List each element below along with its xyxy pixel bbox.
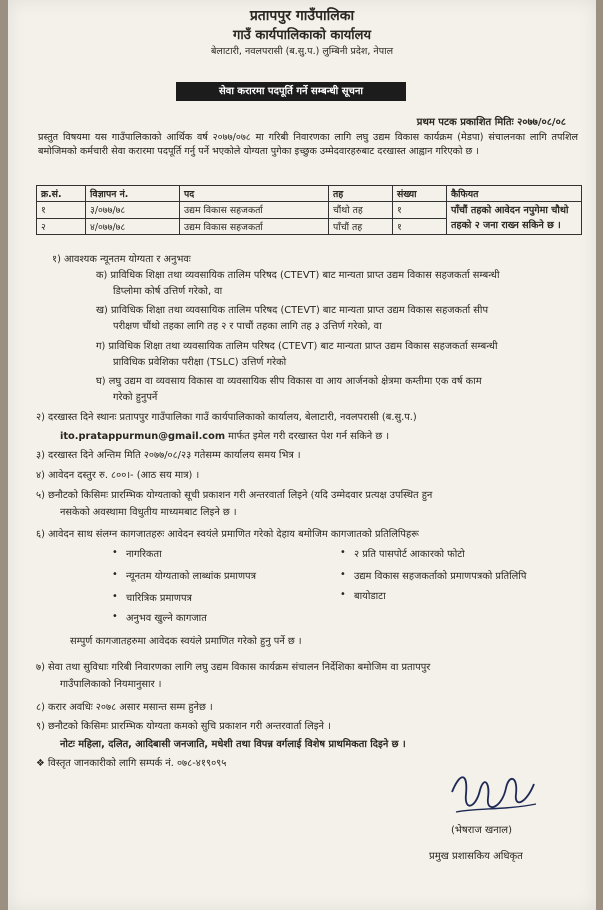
office-address: बेलाटारी, नवलपरासी (ब.सु.प.) लुम्बिनी प्रदेश, नेपाल [210,46,394,57]
table-header-row [37,186,582,202]
section-5: ५) छनौटको किसिमः प्रारम्भिक योग्यताको सूची प्रकाशन गरी अन्तरवार्ता लिइने (यदि उम्मेदवार प्रत्यक्ष उपस्थित हुन [36,490,433,501]
section-2: २) दरखास्त दिने स्थानः प्रतापपुर गाउँपालिका गाउँ कार्यपालिकाको कार्यालय, बेलाटारी, नवलपरासी (ब.सु.प.) [36,412,417,423]
col-level: तह [329,186,393,202]
notice-page [8,0,596,910]
cell-post: उद्यम विकास सहजकर्ता [180,218,329,235]
vacancy-table [36,185,582,235]
col-remark: कैफियत [447,186,582,202]
cell-post: उद्यम विकास सहजकर्ता [180,202,329,219]
cell-sn: १ [37,202,86,219]
qualification-a: क) प्राविधिक शिक्षा तथा व्यवसायिक तालिम परिषद (CTEVT) बाट मान्यता प्राप्त उद्यम विकास सहजकर्ता सम्बन्धी [96,270,500,281]
col-post: पद [180,186,329,202]
section-3: ३) दरखास्त दिने अन्तिम मिति २०७७/०८/२३ गतेसम्म कार्यालय समय भित्र । [36,450,301,461]
cell-remark: पाँचौं तहको आवेदन नपुगेमा चौथो तहको २ जना राख्न सकिने छ । [447,202,582,235]
qualification-c-cont: प्राविधिक प्रवेशिका परीक्षा (TSLC) उत्तिर्ण गरेको [113,357,287,368]
qualification-c: ग) प्राविधिक शिक्षा तथा व्यवसायिक तालिम परिषद (CTEVT) बाट मान्यता प्राप्त उद्यम विकास सहजकर्ता सम्बन्धी [96,341,498,352]
cell-level: पाँचौं तह [329,218,393,235]
doc-item: • चारित्रिक प्रमाणपत्र [126,591,192,604]
contact-line: ❖ विस्तृत जानकारीको लागि सम्पर्क नं. ०७८-४१९०९५ [36,758,227,769]
col-sn: क्र.सं. [37,186,86,202]
signature-image [446,764,541,824]
section-1-title: १) आवश्यक न्यूनतम योग्यता र अनुभवः [52,254,191,265]
email-address[interactable]: ito.pratappurmun@gmail.com [60,431,226,442]
qualification-d-cont: गरेको हुनुपर्ने [113,392,158,403]
cell-count: १ [393,218,447,235]
section-8: ८) करार अवधिः २०७८ असार मसान्त सम्म हुनेछ । [36,702,213,713]
cell-sn: २ [37,218,86,235]
section-4: ४) आवेदन दस्तुर रु. ८००।- (आठ सय मात्र) । [36,470,200,481]
section-6-note: सम्पुर्ण कागजातहरुमा आवेदक स्वयंले प्रमाणित गरेको हुनु पर्ने छ । [70,636,302,647]
cell-ad-no: ४/०७७/७८ [86,218,180,235]
section-9: ९) छनौटको किसिमः प्रारम्भिक योग्यता कमको सुचि प्रकाशन गरी अन्तरवार्ता लिइने । [36,721,331,732]
publish-date: प्रथम पटक प्रकाशित मितिः २०७७/०८/०८ [416,117,566,128]
priority-note: नोटः महिला, दलित, आदिबासी जनजाति, मधेशी तथा विपन्न वर्गलाई विशेष प्राथमिकता दिइने छ । [60,739,406,750]
section-2-cont [60,429,389,444]
office-subtitle: गाउँ कार्यपालिकाको कार्यालय [233,28,371,43]
section-6: ६) आवेदन साथ संलग्न कागजातहरुः आवेदन स्वयंले प्रमाणित गरेको देहाय बमोजिम कागजातको प्रतिलिपिहरू [36,529,419,540]
doc-item: • न्यूनतम योग्यताको लाब्धांक प्रमाणपत्र [126,569,256,582]
signatory-name: (भेषराज खनाल) [451,825,512,836]
notice-title: सेवा करारमा पदपूर्ति गर्ने सम्बन्धी सूचना [176,82,406,101]
cell-ad-no: ३/०७७/७८ [86,202,180,219]
signatory-title: प्रमुख प्रशासकिय अधिकृत [429,851,523,862]
qualification-a-cont: डिप्लोमा कोर्ष उत्तिर्ण गरेको, वा [113,286,223,297]
section-5-cont: नसकेको अवस्थामा विधुतीय माध्यमबाट लिइने छ । [60,507,237,518]
cell-count: १ [393,202,447,219]
section-7-cont: गाउँपालिकाको नियमानुसार । [60,679,162,690]
qualification-b-cont: परीक्षण चौंथो तहका लागि तह २ र पाचौं तहका लागि तह ३ उत्तिर्ण गरेको, वा [113,321,382,332]
col-count: संख्या [393,186,447,202]
qualification-d: घ) लघु उद्यम वा व्यवसाय विकास वा व्यवसायिक सीप विकास वा आय आर्जनको क्षेत्रमा कम्तीमा एक वर्ष काम [96,376,482,387]
doc-item: • अनुभव खुल्ने कागजात [126,611,207,624]
section-2-rest: मार्फत इमेल गरी दरखास्त पेश गर्न सकिने छ । [228,431,390,442]
table-row [37,202,582,219]
col-ad-no: विज्ञापन नं. [86,186,180,202]
doc-item: • उद्यम विकास सहजकर्ताको प्रमाणपत्रको प्रतिलिपि [354,569,526,582]
qualification-b: ख) प्राविधिक शिक्षा तथा व्यवसायिक तालिम परिषद (CTEVT) बाट मान्यता प्राप्त उद्यम विकास सहजकर्ता सीप [96,305,489,316]
doc-item: • बायोडाटा [354,589,386,602]
section-7: ७) सेवा तथा सुविधाः गरिबी निवारणका लागि लघु उद्यम विकास कार्यक्रम संचालन निर्देशिका बमोजिम वा प्रतापपुर [36,662,431,673]
intro-paragraph: प्रस्तुत विषयमा यस गाउँपालिकाको आर्थिक वर्ष २०७७/०७८ मा गरिबी निवारणका लागि लघु उद्यम विकास कार्यक्रम (मेडपा) संचालनका लागि तपशिल बमोजिमको कर्मचारी सेवा करारमा पदपूर्ति गर्नु पर्ने भएकोले योग्यता पुगेका इच्छुक उम्मेदवारहरुबाट दरखास्त आह्वान गरिएको छ । [38,132,578,157]
cell-level: चौंथो तह [329,202,393,219]
doc-item: • २ प्रति पासपोर्ट आकारको फोटो [354,547,465,560]
office-name: प्रतापपुर गाउँपालिका [249,8,355,24]
doc-item: • नागरिकता [126,547,162,560]
